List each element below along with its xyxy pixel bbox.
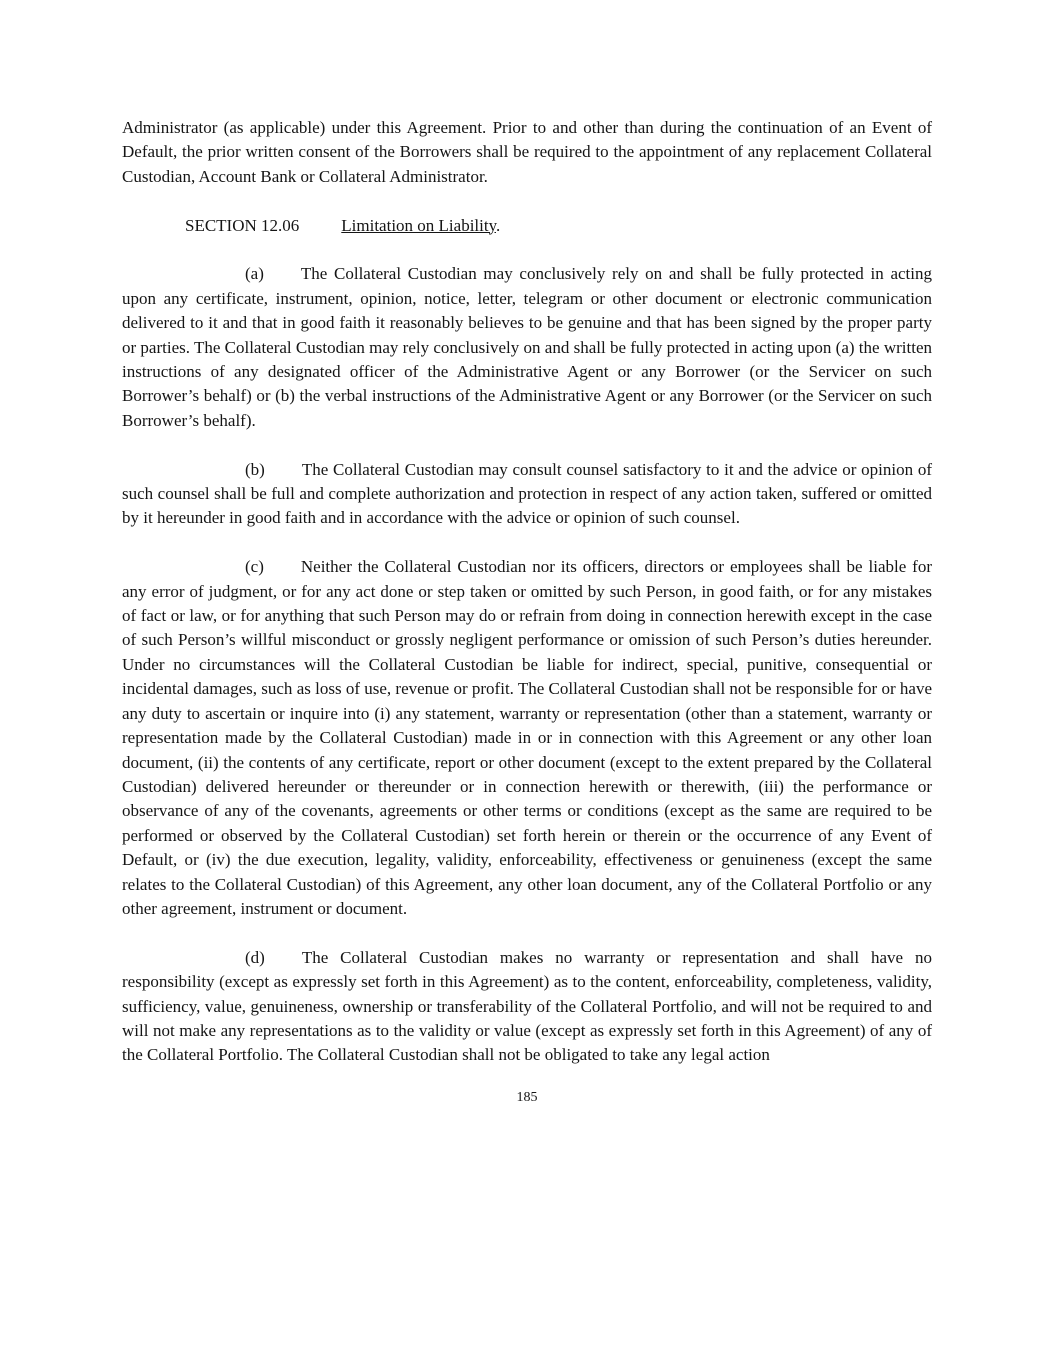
paragraph-c: [122, 555, 932, 921]
paragraph-a-label: (a): [245, 264, 264, 284]
paragraph-d-text: The Collateral Custodian makes no warranty or representation and shall have no responsibility (except as expressly set forth in this Agreement) as to the content, enforceability, completeness, validity, sufficiency, value, genuineness, ownership or transferability of the Collateral Portfolio, and will not be required to and will not make any representations as to the validity or value (except as expressly set forth in this Agreement) of any of the Collateral Portfolio. The Collateral Custodian shall not be obligated to take any legal action: [122, 947, 932, 1065]
intro-paragraph: [122, 116, 932, 189]
paragraph-a: [122, 262, 932, 433]
section-title: Limitation on Liability: [341, 215, 496, 235]
paragraph-c-text: Neither the Collateral Custodian nor its officers, directors or employees shall be liable for any error of judgment, or for any act done or step taken or omitted by such Person, in good faith, or for any mistakes of fact or law, or for anything that such Person may do or refrain from doing in connection herewith except in the case of such Person’s willful misconduct or grossly negligent performance or omission of such Person’s duties hereunder. Under no circumstances will the Collateral Custodian be liable for indirect, special, punitive, consequential or incidental damages, such as loss of use, revenue or profit. The Collateral Custodian shall not be responsible for or have any duty to ascertain or inquire into (i) any statement, warranty or representation (other than a statement, warranty or representation made by the Collateral Custodian) made in or in connection with this Agreement or any other loan document, (ii) the contents of any certificate, report or other document (except to the extent prepared by the Collateral Custodian) delivered hereunder or thereunder or in connection herewith or therewith, (iii) the performance or observance of any of the covenants, agreements or other terms or conditions (except as the same are required to be performed or observed by the Collateral Custodian) set forth herein or therein or the occurrence of any Event of Default, or (iv) the due execution, legality, validity, enforceability, effectiveness or genuineness (except the same relates to the Collateral Custodian) of this Agreement, any other loan document, any of the Collateral Portfolio or any other agreement, instrument or document.: [122, 557, 932, 918]
paragraph-b-label: (b): [245, 459, 265, 479]
intro-paragraph-text: Administrator (as applicable) under this Agreement. Prior to and other than during the continuation of an Event of Default, the prior written consent of the Borrowers shall be required to the appointment of any replacement Collateral Custodian, Account Bank or Collateral Administrator.: [122, 118, 932, 186]
paragraph-a-text: The Collateral Custodian may conclusively rely on and shall be fully protected in acting upon any certificate, instrument, opinion, notice, letter, telegram or other document or electronic communication delivered to it and that in good faith it reasonably believes to be genuine and that has been signed by the proper party or parties. The Collateral Custodian may rely conclusively on and shall be fully protected in acting upon (a) the written instructions of any designated officer of the Administrative Agent or any Borrower (or the Servicer on such Borrower’s behalf) or (b) the verbal instructions of the Administrative Agent or any Borrower (or the Servicer on such Borrower’s behalf).: [122, 264, 932, 430]
section-number: SECTION 12.06: [185, 215, 300, 235]
page-number: 185: [516, 1089, 538, 1105]
paragraph-b-text: The Collateral Custodian may consult counsel satisfactory to it and the advice or opinion of such counsel shall be full and complete authorization and protection in respect of any action taken, suffered or omitted by it hereunder in good faith and in accordance with the advice or opinion of such counsel.: [122, 459, 932, 528]
paragraph-b: [122, 458, 932, 531]
paragraph-c-label: (c): [245, 557, 264, 577]
paragraph-d-label: (d): [245, 947, 265, 967]
section-heading: [122, 214, 932, 238]
section-title-period: .: [496, 215, 501, 235]
paragraph-d: [122, 946, 932, 1068]
